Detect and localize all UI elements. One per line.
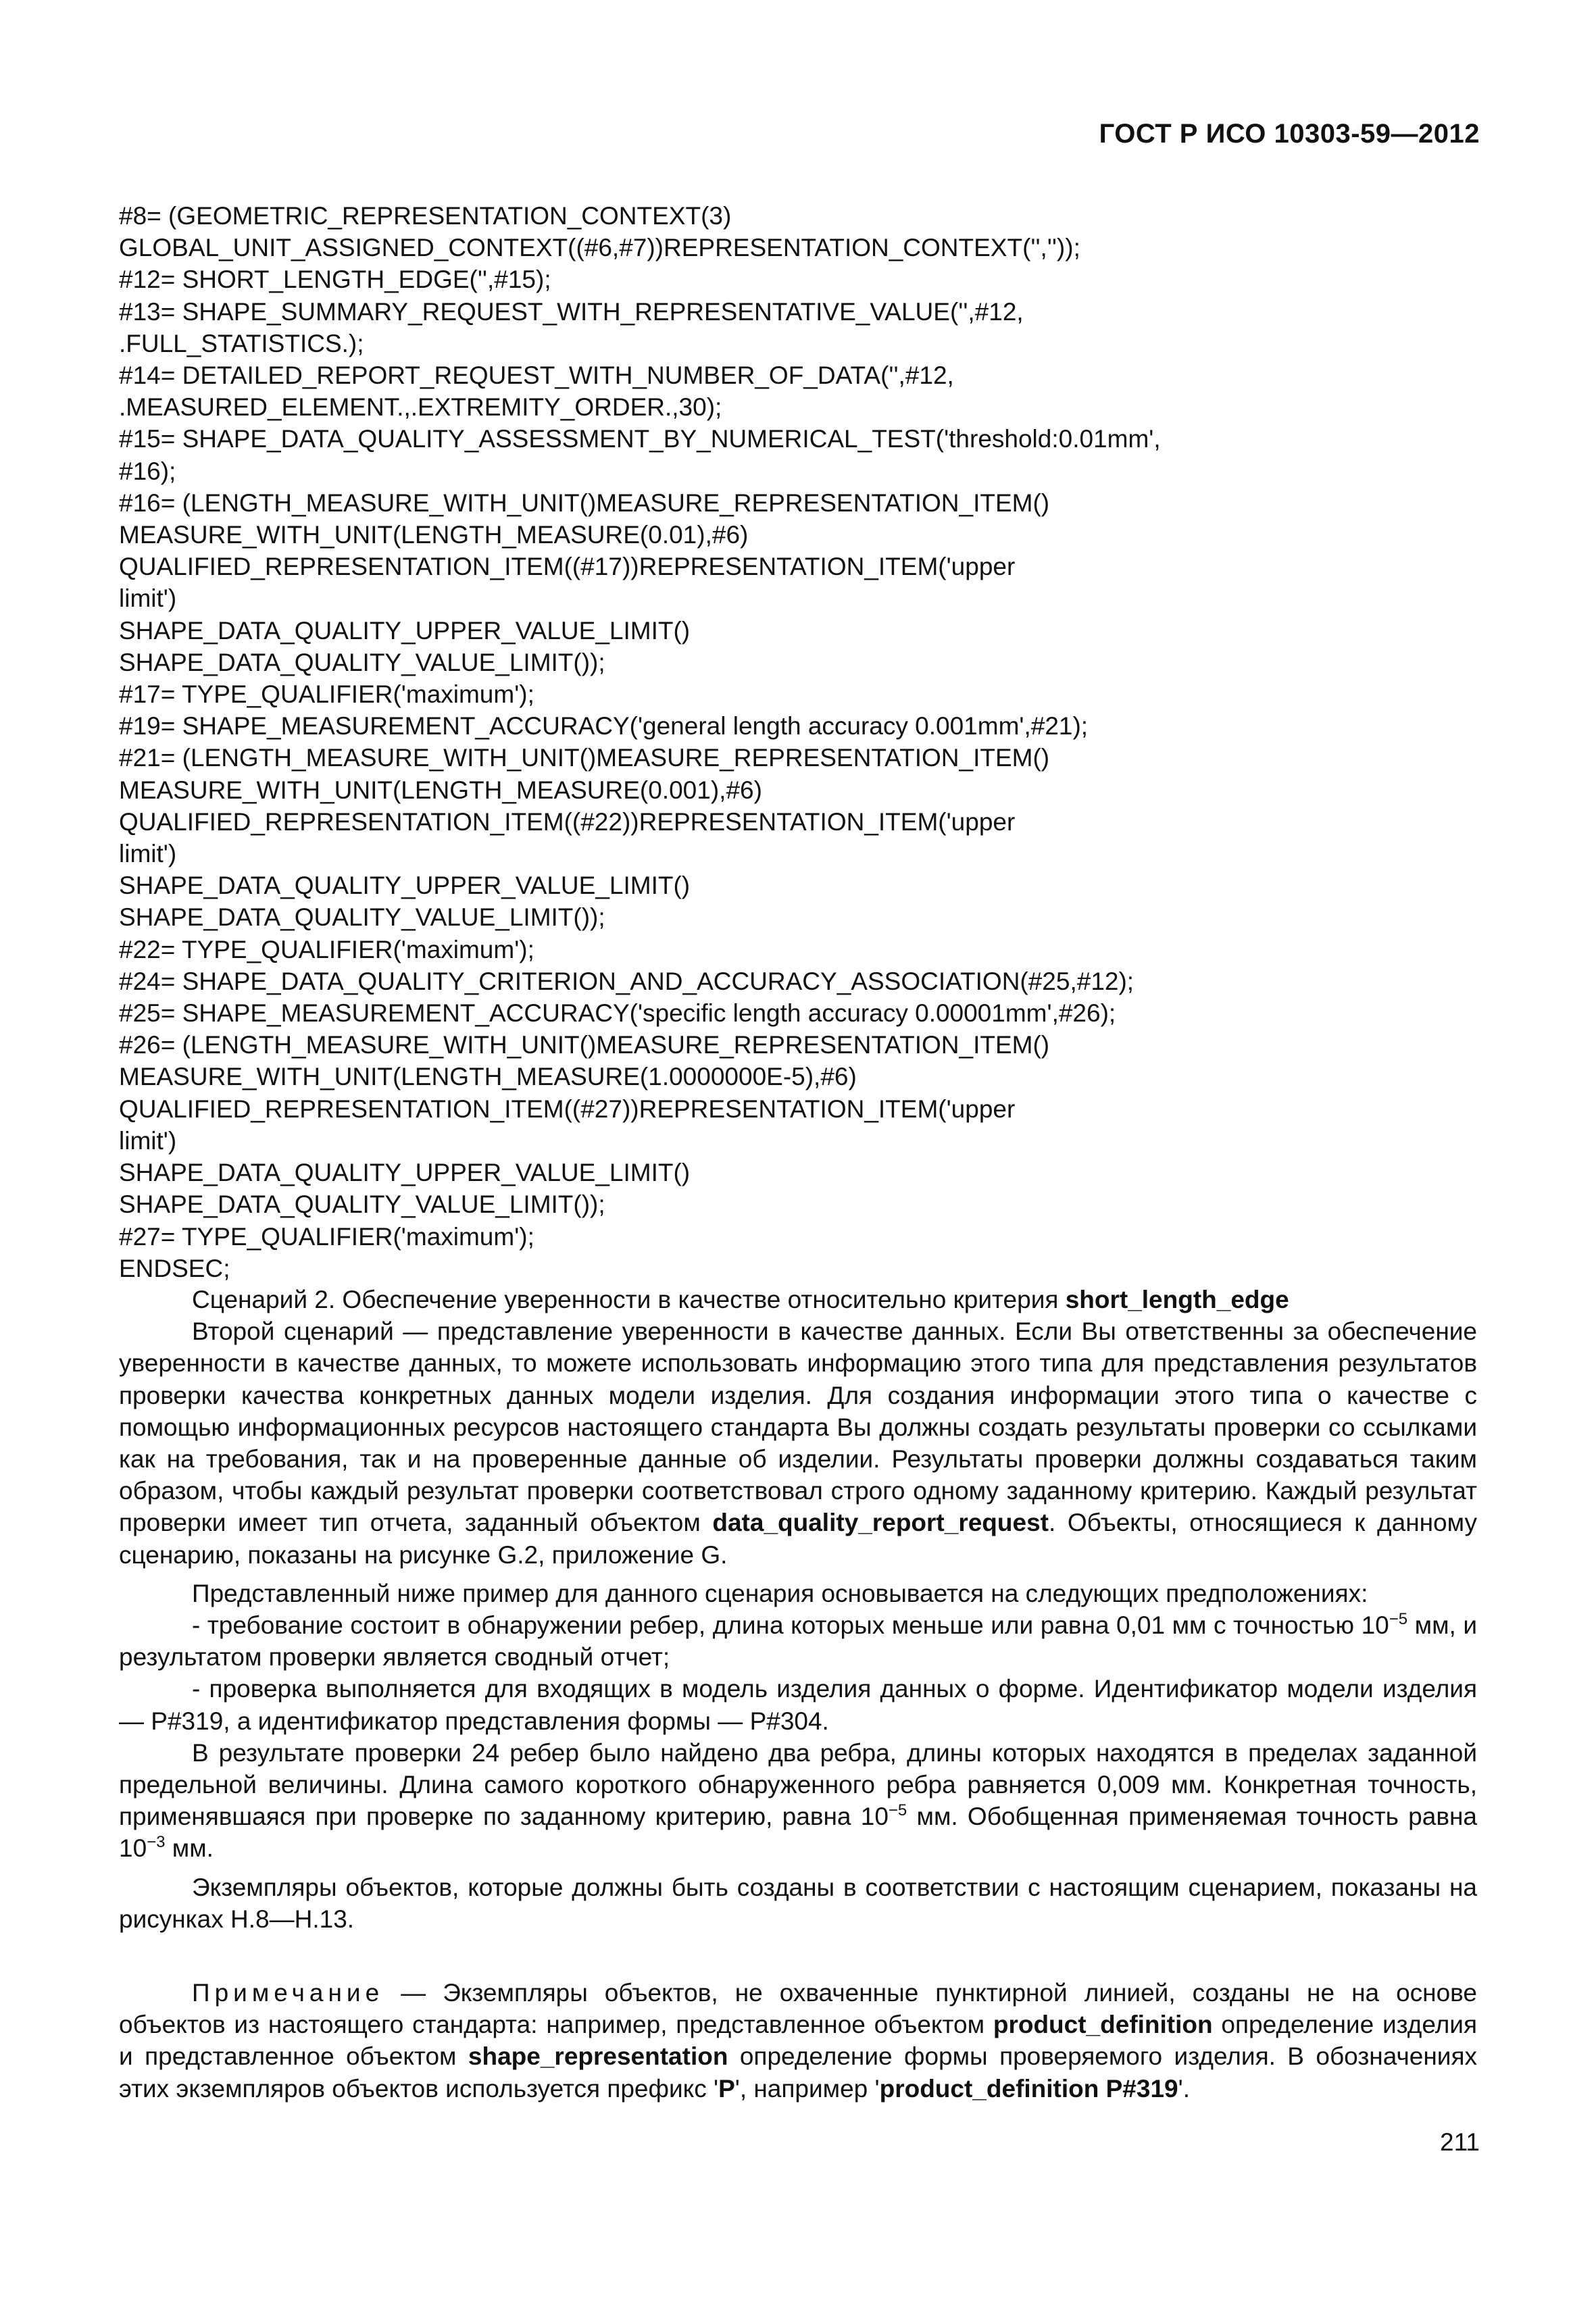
paragraph-text: мм, и результатом проверки является сводный отчет; [119, 1611, 1477, 1671]
exponent: −5 [1389, 1610, 1408, 1629]
code-line: #24= SHAPE_DATA_QUALITY_CRITERION_AND_ACCURACY_ASSOCIATION(#25,#12); [119, 967, 1134, 995]
note-text: определение изделия и представленное объектом [119, 2011, 1477, 2071]
code-line: #13= SHAPE_SUMMARY_REQUEST_WITH_REPRESENTATIVE_VALUE('',#12, [119, 297, 1024, 326]
code-line: #26= (LENGTH_MEASURE_WITH_UNIT()MEASURE_REPRESENTATION_ITEM() [119, 1031, 1050, 1059]
code-line: MEASURE_WITH_UNIT(LENGTH_MEASURE(0.01),#6) [119, 521, 749, 549]
paragraph-text: мм. Обобщенная применяемая точность равна 10 [119, 1803, 1477, 1863]
paragraph-text: Второй сценарий — представление уверенности в качестве данных. Если Вы ответственны за обеспечение уверенности в качестве данных, то можете использовать информацию этого типа для представления результатов проверки качества конкретных данных модели изделия. Для создания информации этого типа о качестве с помощью информационных ресурсов настоящего стандарта Вы должны создать результаты проверки со ссылками как на требования, так и на проверенные данные об изделии. Результаты проверки должны создаваться таким образом, чтобы каждый результат проверки соответствовал строго одному заданному критерию. Каждый результат проверки имеет тип отчета, заданный объектом [119, 1317, 1477, 1537]
paragraph-instances: Экземпляры объектов, которые должны быть созданы в соответствии с настоящим сценарием, показаны на рисунках H.8—H.13. [119, 1873, 1477, 1933]
exponent: −3 [147, 1833, 166, 1852]
paragraph-scenario-description [119, 1315, 1477, 1571]
code-line: SHAPE_DATA_QUALITY_UPPER_VALUE_LIMIT() [119, 1159, 691, 1187]
entity-example: product_definition P#319 [879, 2074, 1178, 2103]
code-line: #22= TYPE_QUALIFIER('maximum'); [119, 935, 534, 963]
paragraph-text: . Объекты, относящиеся к данному сценарию, показаны на рисунке G.2, приложение G. [119, 1509, 1477, 1569]
code-line: #15= SHAPE_DATA_QUALITY_ASSESSMENT_BY_NUMERICAL_TEST('threshold:0.01mm', [119, 425, 1161, 453]
exponent: −5 [888, 1801, 907, 1820]
code-line: limit') [119, 840, 177, 868]
code-line: #17= TYPE_QUALIFIER('maximum'); [119, 680, 534, 709]
code-line: .FULL_STATISTICS.); [119, 329, 364, 357]
code-line: SHAPE_DATA_QUALITY_VALUE_LIMIT()); [119, 903, 605, 932]
scenario-heading [119, 1284, 1477, 1315]
code-line: .MEASURED_ELEMENT.,.EXTREMITY_ORDER.,30); [119, 393, 722, 422]
code-line: #21= (LENGTH_MEASURE_WITH_UNIT()MEASURE_REPRESENTATION_ITEM() [119, 744, 1050, 772]
note [119, 1977, 1477, 2105]
code-line: QUALIFIED_REPRESENTATION_ITEM((#17))REPRESENTATION_ITEM('upper [119, 553, 1016, 581]
code-line: #27= TYPE_QUALIFIER('maximum'); [119, 1222, 534, 1251]
paragraph-text: мм. [165, 1834, 214, 1863]
code-line: MEASURE_WITH_UNIT(LENGTH_MEASURE(0.001),#6) [119, 776, 762, 804]
document-body [119, 1284, 1477, 2105]
code-line: #16= (LENGTH_MEASURE_WITH_UNIT()MEASURE_REPRESENTATION_ITEM() [119, 488, 1050, 517]
note-text: ', например ' [734, 2074, 880, 2103]
code-line: SHAPE_DATA_QUALITY_VALUE_LIMIT()); [119, 648, 605, 676]
code-line: #12= SHORT_LENGTH_EDGE('',#15); [119, 266, 551, 294]
paragraph-text: В результате проверки 24 ребер было найдено два ребра, длины которых находятся в пределах заданной предельной величины. Длина самого короткого обнаруженного ребра равняется 0,009 мм. Конкретная точность, применявшаяся при проверке по заданному критерию, равна 10 [119, 1738, 1477, 1831]
assumption-item: - проверка выполняется для входящих в модель изделия данных о форме. Идентификатор модели изделия — P#319, а идентификатор представления формы — P#304. [119, 1675, 1477, 1735]
note-text: — Экземпляры объектов, не охваченные пунктирной линией, созданы не на основе объектов из настоящего стандарта: например, представленное объектом [119, 1979, 1477, 2039]
code-line: limit') [119, 1126, 177, 1155]
code-line: SHAPE_DATA_QUALITY_VALUE_LIMIT()); [119, 1190, 605, 1219]
entity-name: product_definition [993, 2011, 1213, 2039]
entity-name: shape_representation [468, 2042, 728, 2071]
code-line: ENDSEC; [119, 1254, 230, 1282]
code-line: limit') [119, 584, 177, 613]
prefix-symbol: P [718, 2074, 735, 2103]
code-line: MEASURE_WITH_UNIT(LENGTH_MEASURE(1.0000000E-5),#6) [119, 1063, 857, 1091]
paragraph-results [119, 1737, 1477, 1865]
paragraph-text: - требование состоит в обнаружении ребер, длина которых меньше или равна 0,01 мм с точностью 10 [192, 1611, 1389, 1640]
code-line: #25= SHAPE_MEASUREMENT_ACCURACY('specific length accuracy 0.00001mm',#26); [119, 999, 1116, 1028]
paragraph-assumptions-intro: Представленный ниже пример для данного сценария основывается на следующих предположениях: [192, 1579, 1368, 1607]
code-line: #19= SHAPE_MEASUREMENT_ACCURACY('general length accuracy 0.001mm',#21); [119, 712, 1089, 740]
page-number: 211 [1440, 2128, 1480, 2156]
code-line: QUALIFIED_REPRESENTATION_ITEM((#27))REPRESENTATION_ITEM('upper [119, 1095, 1016, 1123]
code-line: QUALIFIED_REPRESENTATION_ITEM((#22))REPRESENTATION_ITEM('upper [119, 807, 1016, 836]
code-line: SHAPE_DATA_QUALITY_UPPER_VALUE_LIMIT() [119, 616, 691, 645]
entity-name: data_quality_report_request [712, 1509, 1049, 1537]
code-line: #8= (GEOMETRIC_REPRESENTATION_CONTEXT(3) [119, 202, 732, 230]
code-line: SHAPE_DATA_QUALITY_UPPER_VALUE_LIMIT() [119, 872, 691, 900]
step-code-listing [119, 200, 1484, 1284]
code-line: #16); [119, 457, 176, 485]
note-text: определение формы проверяемого изделия. В обозначениях этих экземпляров объектов используется префикс ' [119, 2042, 1477, 2103]
note-text: '. [1178, 2074, 1190, 2103]
document-header: ГОСТ Р ИСО 10303-59—2012 [1099, 119, 1480, 149]
code-line: #14= DETAILED_REPORT_REQUEST_WITH_NUMBER_OF_DATA('',#12, [119, 361, 954, 390]
assumption-item [119, 1609, 1477, 1673]
code-line: GLOBAL_UNIT_ASSIGNED_CONTEXT((#6,#7))REPRESENTATION_CONTEXT('','')); [119, 234, 1080, 262]
scenario-heading-keyword: short_length_edge [1065, 1286, 1289, 1313]
note-label: Примечание [192, 1979, 384, 2007]
scenario-heading-text: Сценарий 2. Обеспечение уверенности в качестве относительно критерия [192, 1286, 1066, 1313]
